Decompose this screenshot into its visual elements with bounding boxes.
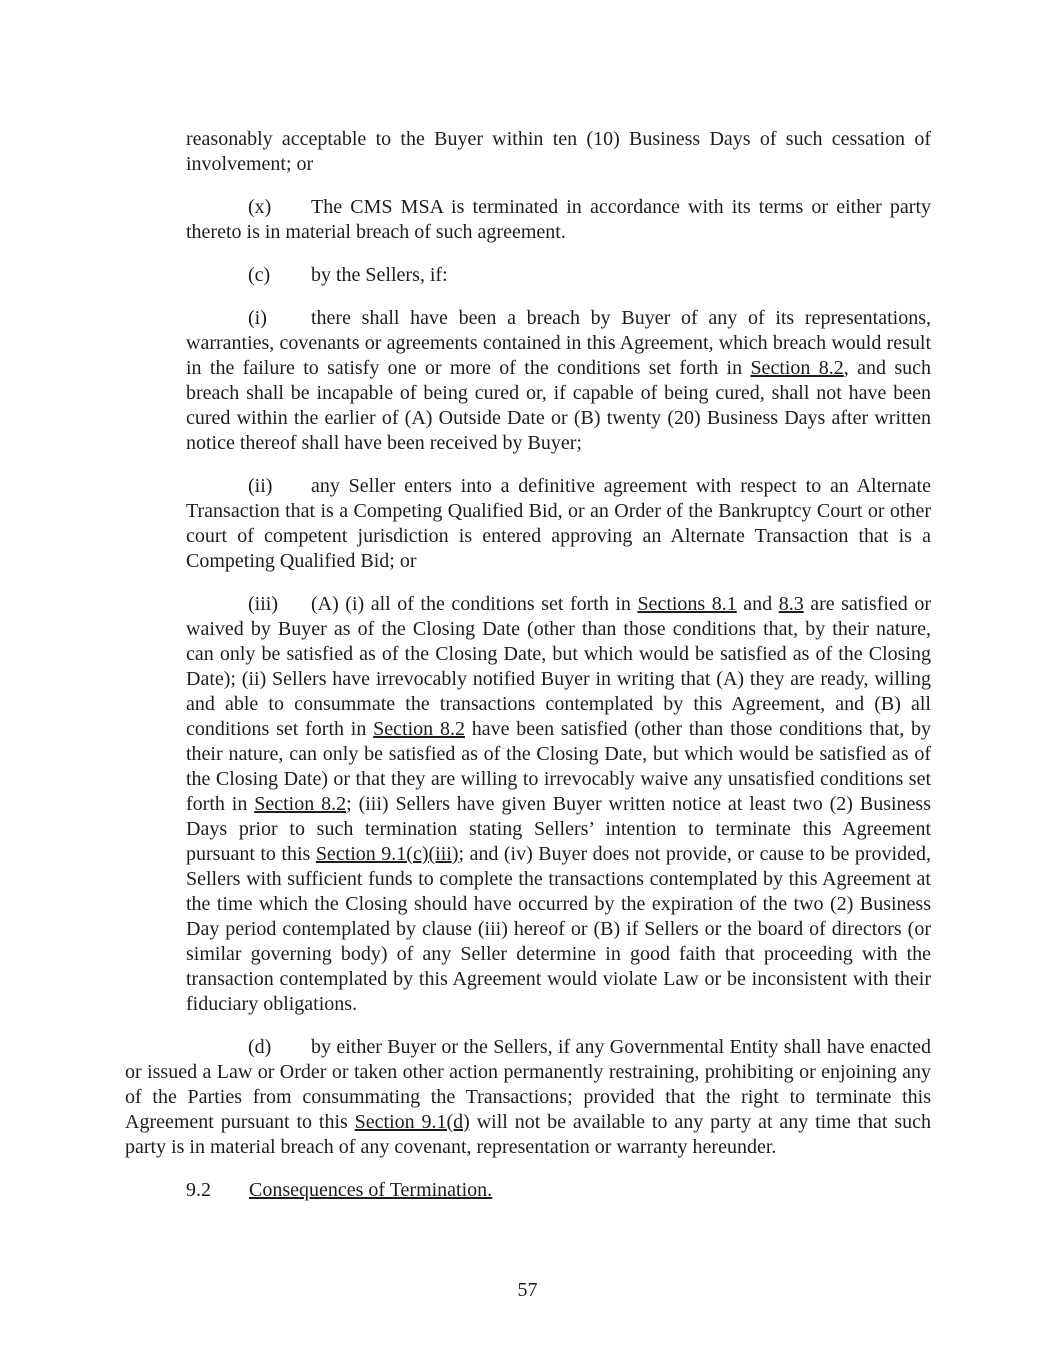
paragraph-text: reasonably acceptable to the Buyer within ten (10) Business Days of such cessation of involvement; or	[186, 128, 931, 175]
paragraph-continuation	[186, 127, 931, 177]
paragraph-text: The CMS MSA is terminated in accordance with its terms or either party thereto is in material breach of such agreement.	[186, 196, 931, 243]
clause-label-i: (i)	[248, 307, 267, 329]
paragraph-i	[186, 306, 931, 456]
paragraph-text: (A) (i) all of the conditions set forth in Sections 8.1 and 8.3 are satisfied or waived by Buyer as of the Closing Date (other than those conditions that, by their nature, can only be satisfied as of the Closing Date, but which would be satisfied as of the Closing Date); (ii) Sellers have irrevocably notified Buyer in writing that (A) they are ready, willing and able to consummate the transactions contemplated by this Agreement, and (B) all conditions set forth in Section 8.2 have been satisfied (other than those conditions that, by their nature, can only be satisfied as of the Closing Date, but which would be satisfied as of the Closing Date) or that they are willing to irrevocably waive any unsatisfied conditions set forth in Section 8.2; (iii) Sellers have given Buyer written notice at least two (2) Business Days prior to such termination stating Sellers’ intention to terminate this Agreement pursuant to this Section 9.1(c)(iii); and (iv) Buyer does not provide, or cause to be provided, Sellers with sufficient funds to complete the transactions contemplated by this Agreement at the time which the Closing should have occurred by the expiration of the two (2) Business Day period contemplated by clause (iii) hereof or (B) if Sellers or the board of directors (or similar governing body) of any Seller determine in good faith that proceeding with the transaction contemplated by this Agreement would violate Law or be inconsistent with their fiduciary obligations.	[186, 593, 932, 1015]
clause-label-x: (x)	[248, 196, 272, 218]
document-body	[125, 127, 931, 1221]
paragraph-text: any Seller enters into a definitive agreement with respect to an Alternate Transaction that is a Competing Qualified Bid, or an Order of the Bankruptcy Court or other court of competent jurisdiction is entered approving an Alternate Transaction that is a Competing Qualified Bid; or	[186, 475, 931, 572]
clause-label-ii: (ii)	[248, 475, 273, 497]
page-number: 57	[517, 1279, 538, 1301]
clause-label-c: (c)	[248, 264, 271, 286]
section-heading-9-2	[186, 1178, 931, 1203]
paragraph-text: by either Buyer or the Sellers, if any Governmental Entity shall have enacted or issued a Law or Order or taken other action permanently restraining, prohibiting or enjoining any of the Parties from consummating the Transactions; provided that the right to terminate this Agreement pursuant to this Section 9.1(d) will not be available to any party at any time that such party is in material breach of any covenant, representation or warranty hereunder.	[125, 1036, 932, 1158]
section-number: 9.2	[186, 1179, 211, 1201]
clause-label-d: (d)	[248, 1036, 272, 1058]
paragraph-iii	[186, 592, 931, 1017]
clause-label-iii: (iii)	[248, 593, 278, 615]
paragraph-text: by the Sellers, if:	[311, 264, 448, 286]
paragraph-d	[125, 1035, 931, 1160]
section-title: Consequences of Termination.	[249, 1179, 493, 1201]
paragraph-ii	[186, 474, 931, 574]
paragraph-c	[186, 263, 931, 288]
paragraph-x	[186, 195, 931, 245]
paragraph-text: there shall have been a breach by Buyer of any of its representations, warranties, covenants or agreements contained in this Agreement, which breach would result in the failure to satisfy one or more of the conditions set forth in Section 8.2, and such breach shall be incapable of being cured or, if capable of being cured, shall not have been cured within the earlier of (A) Outside Date or (B) twenty (20) Business Days after written notice thereof shall have been received by Buyer;	[186, 307, 932, 454]
